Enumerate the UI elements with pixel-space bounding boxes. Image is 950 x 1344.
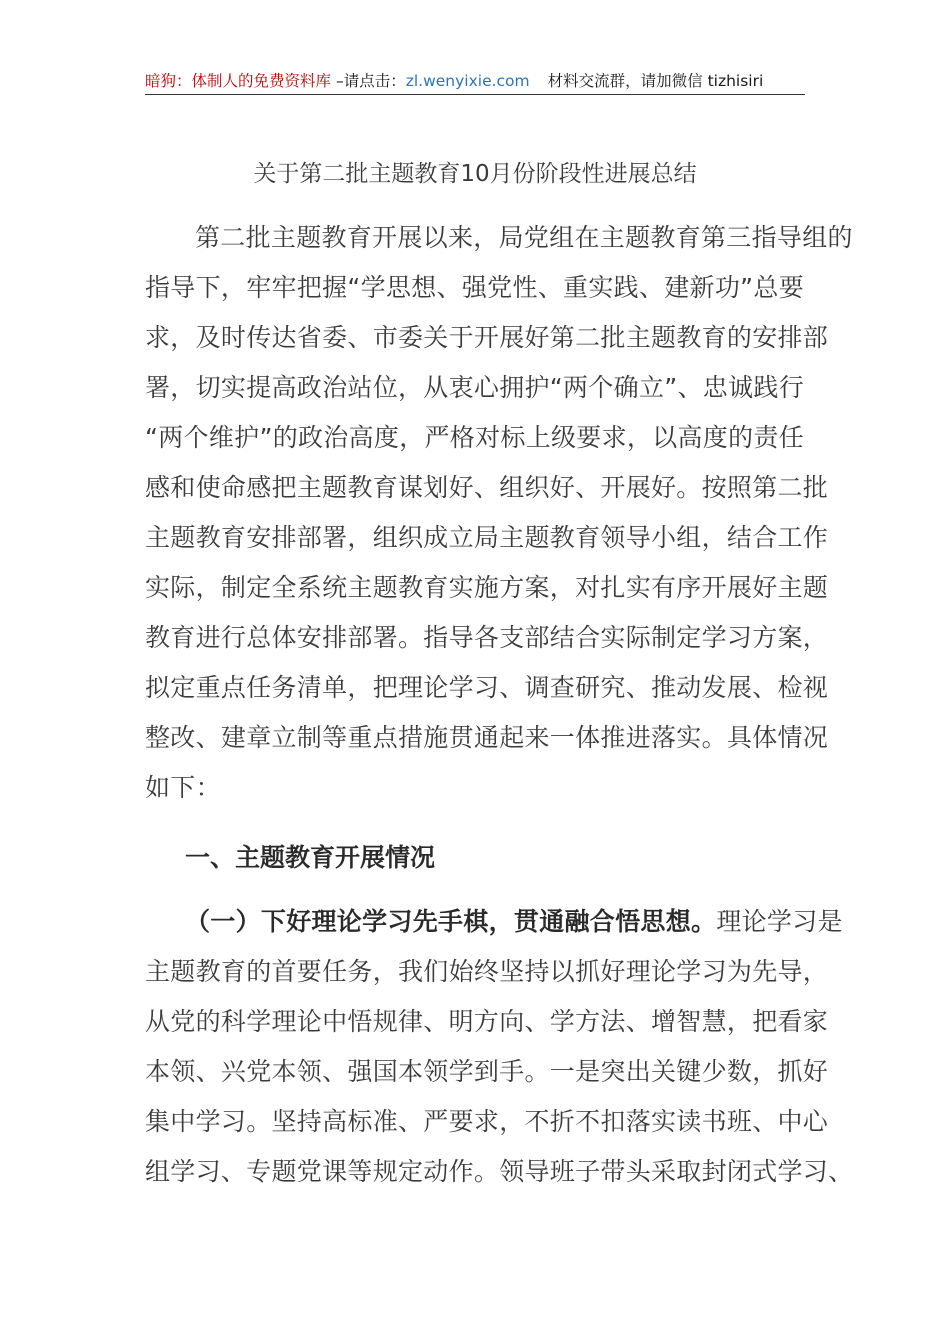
header-click-prompt: –请点击： [331, 72, 406, 90]
subsection-line: 组学习、专题党课等规定动作。领导班子带头采取封闭式学习、 [145, 1157, 854, 1186]
intro-line: 实际，制定全系统主题教育实施方案，对扎实有序开展好主题 [145, 573, 829, 602]
section-heading: 一、主题教育开展情况 [185, 843, 436, 872]
subsection-text: 理论学习是 [716, 907, 843, 936]
subsection-line: 本领、兴党本领、强国本领学到手。一是突出关键少数，抓好 [145, 1057, 829, 1086]
intro-line: 署，切实提高政治站位，从衷心拥护“两个确立”、忠诚践行 [145, 373, 805, 402]
intro-line: “两个维护”的政治高度，严格对标上级要求，以高度的责任 [145, 423, 805, 452]
header-link[interactable]: zl.wenyixie.com [405, 72, 530, 90]
subsection-heading: （一）下好理论学习先手棋，贯通融合悟思想。 [185, 907, 717, 936]
header-wechat-group: 材料交流群，请加微信 tizhisiri [547, 72, 764, 90]
intro-line: 第二批主题教育开展以来，局党组在主题教育第三指导组的 [195, 223, 853, 252]
subsection-line: 主题教育的首要任务，我们始终坚持以抓好理论学习为先导， [145, 957, 829, 986]
subsection-line: 集中学习。坚持高标准、严要求，不折不扣落实读书班、中心 [145, 1107, 829, 1136]
intro-line: 整改、建章立制等重点措施贯通起来一体推进落实。具体情况 [145, 723, 829, 752]
intro-line: 如下： [145, 773, 221, 802]
subsection-line: 从党的科学理论中悟规律、明方向、学方法、增智慧，把看家 [145, 1007, 829, 1036]
intro-line: 求，及时传达省委、市委关于开展好第二批主题教育的安排部 [145, 323, 829, 352]
intro-line: 教育进行总体安排部署。指导各支部结合实际制定学习方案， [145, 623, 829, 652]
intro-line: 指导下，牢牢把握“学思想、强党性、重实践、建新功”总要 [145, 273, 805, 302]
header-divider [145, 94, 805, 95]
header-brand: 暗狗：体制人的免费资料库 [145, 72, 332, 90]
page-header [145, 68, 805, 94]
document-title: 关于第二批主题教育10月份阶段性进展总结 [253, 161, 697, 187]
intro-line: 拟定重点任务清单，把理论学习、调查研究、推动发展、检视 [145, 673, 829, 702]
intro-line: 主题教育安排部署，组织成立局主题教育领导小组，结合工作 [145, 523, 829, 552]
intro-line: 感和使命感把主题教育谋划好、组织好、开展好。按照第二批 [145, 473, 829, 502]
document-body [145, 213, 854, 1197]
subsection-first-line [145, 897, 843, 947]
